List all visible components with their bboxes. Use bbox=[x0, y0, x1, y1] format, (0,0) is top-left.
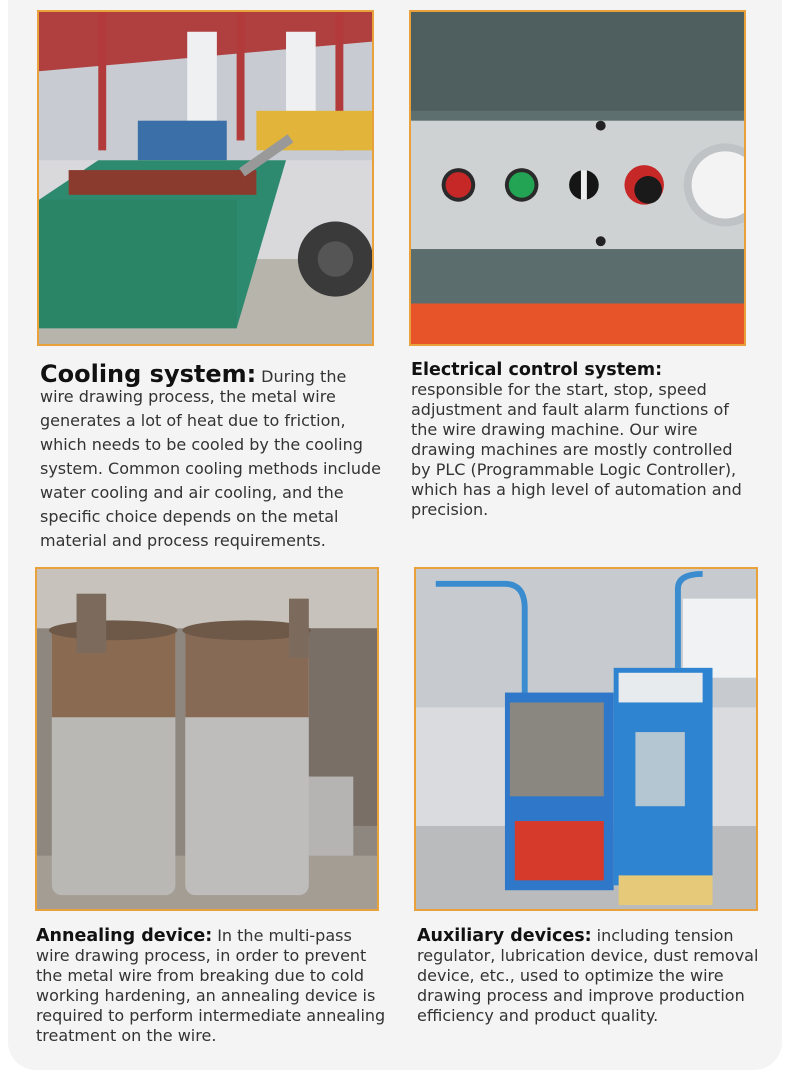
cooling-system-text bbox=[40, 362, 390, 553]
auxiliary-devices-photo bbox=[414, 567, 758, 911]
auxiliary-devices-text bbox=[417, 926, 762, 1026]
annealing-device-first-line: In the multi-pass bbox=[217, 926, 352, 945]
annealing-device-title: Annealing device: bbox=[36, 926, 213, 946]
annealing-device-photo bbox=[35, 567, 379, 911]
electrical-control-photo bbox=[409, 10, 746, 346]
annealing-device-text bbox=[36, 926, 391, 1046]
electrical-control-body: responsible for the start, stop, speed adjustment and fault alarm functions of the wire drawing machine. Our wire drawing machines are mostly controlled by PLC (Programmable Logic Controller), which has a high level of automation and precision. bbox=[411, 380, 742, 519]
auxiliary-devices-first-line: including tension bbox=[596, 926, 734, 945]
electrical-control-text bbox=[411, 360, 756, 520]
auxiliary-devices-title: Auxiliary devices: bbox=[417, 926, 592, 946]
cooling-system-body: wire drawing process, the metal wire generates a lot of heat due to friction, which needs to be cooled by the cooling system. Common cooling methods include water cooling and air cooling, and the specific choice depends on the metal material and process requirements. bbox=[40, 387, 381, 550]
annealing-device-body: wire drawing process, in order to prevent the metal wire from breaking due to cold working hardening, an annealing device is required to perform intermediate annealing treatment on the wire. bbox=[36, 946, 386, 1045]
auxiliary-devices-body: regulator, lubrication device, dust removal device, etc., used to optimize the wire drawing process and improve production efficiency and product quality. bbox=[417, 946, 759, 1025]
electrical-control-title: Electrical control system: bbox=[411, 360, 663, 380]
cooling-system-photo bbox=[37, 10, 374, 346]
cooling-system-title: Cooling system: bbox=[40, 360, 257, 388]
cooling-system-first-line: During the bbox=[261, 367, 347, 386]
